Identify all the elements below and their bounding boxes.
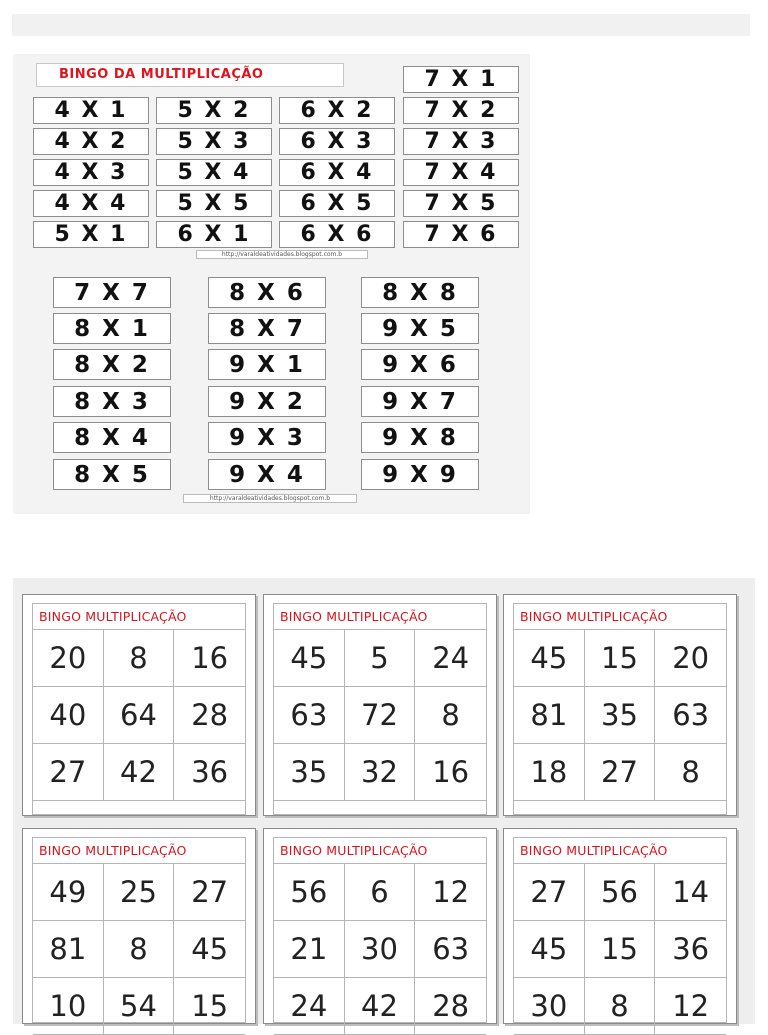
bingo-board <box>503 828 737 1024</box>
corner-card: 7 X 1 <box>403 66 519 93</box>
bingo-number: 36 <box>174 744 245 801</box>
bingo-number: 30 <box>345 921 416 978</box>
bingo-number: 32 <box>345 744 416 801</box>
bingo-number: 63 <box>274 687 345 744</box>
bingo-number: 27 <box>514 864 585 921</box>
multiplication-card: 6 X 4 <box>279 159 395 186</box>
bingo-number: 49 <box>33 864 104 921</box>
top-bar <box>12 14 750 36</box>
multiplication-card: 7 X 7 <box>53 277 171 308</box>
board-title: BINGO MULTIPLICAÇÃO <box>514 604 726 630</box>
bingo-board <box>22 828 256 1024</box>
bingo-number: 8 <box>104 921 175 978</box>
bingo-number: 8 <box>655 744 726 801</box>
bingo-number: 27 <box>585 744 656 801</box>
multiplication-card: 4 X 3 <box>33 159 149 186</box>
bingo-board <box>263 594 497 816</box>
bingo-number: 42 <box>345 978 416 1035</box>
sheet-title: BINGO DA MULTIPLICAÇÃO <box>36 63 344 87</box>
bingo-number: 28 <box>174 687 245 744</box>
bingo-number: 27 <box>33 744 104 801</box>
multiplication-card: 6 X 1 <box>156 221 272 248</box>
multiplication-card: 6 X 5 <box>279 190 395 217</box>
bingo-number: 40 <box>33 687 104 744</box>
multiplication-card: 6 X 2 <box>279 97 395 124</box>
bingo-number: 24 <box>415 630 486 687</box>
multiplication-card: 4 X 4 <box>33 190 149 217</box>
multiplication-card: 5 X 4 <box>156 159 272 186</box>
bingo-number: 72 <box>345 687 416 744</box>
bingo-number: 30 <box>514 978 585 1035</box>
multiplication-card: 7 X 6 <box>403 221 519 248</box>
bingo-number: 6 <box>345 864 416 921</box>
bingo-board <box>503 594 737 816</box>
multiplication-card: 9 X 6 <box>361 349 479 380</box>
bingo-number: 63 <box>415 921 486 978</box>
multiplication-card: 6 X 6 <box>279 221 395 248</box>
multiplication-card: 7 X 2 <box>403 97 519 124</box>
bingo-number: 12 <box>415 864 486 921</box>
bingo-number: 45 <box>174 921 245 978</box>
blog-credit: http://varaldeatividades.blogspot.com.b <box>183 494 357 503</box>
multiplication-card: 8 X 7 <box>208 313 326 344</box>
bingo-number: 21 <box>274 921 345 978</box>
multiplication-card: 9 X 9 <box>361 459 479 490</box>
multiplication-card: 7 X 4 <box>403 159 519 186</box>
multiplication-card: 9 X 3 <box>208 422 326 453</box>
bingo-number: 81 <box>514 687 585 744</box>
multiplication-card: 5 X 3 <box>156 128 272 155</box>
bingo-number: 8 <box>415 687 486 744</box>
bingo-number: 12 <box>655 978 726 1035</box>
multiplication-card: 8 X 5 <box>53 459 171 490</box>
board-title: BINGO MULTIPLICAÇÃO <box>514 838 726 864</box>
bingo-number: 45 <box>274 630 345 687</box>
bingo-board <box>263 828 497 1024</box>
multiplication-card: 8 X 3 <box>53 386 171 417</box>
bingo-number: 8 <box>104 630 175 687</box>
multiplication-card: 9 X 1 <box>208 349 326 380</box>
bingo-number: 16 <box>174 630 245 687</box>
bingo-number: 20 <box>33 630 104 687</box>
bingo-number: 63 <box>655 687 726 744</box>
board-title: BINGO MULTIPLICAÇÃO <box>33 604 245 630</box>
bingo-board <box>22 594 256 816</box>
multiplication-card: 8 X 4 <box>53 422 171 453</box>
multiplication-card: 8 X 6 <box>208 277 326 308</box>
multiplication-card: 8 X 2 <box>53 349 171 380</box>
multiplication-card: 4 X 1 <box>33 97 149 124</box>
board-title: BINGO MULTIPLICAÇÃO <box>33 838 245 864</box>
multiplication-card: 5 X 2 <box>156 97 272 124</box>
bingo-number: 28 <box>415 978 486 1035</box>
multiplication-card: 7 X 5 <box>403 190 519 217</box>
bingo-number: 14 <box>655 864 726 921</box>
bingo-number: 16 <box>415 744 486 801</box>
board-title: BINGO MULTIPLICAÇÃO <box>274 604 486 630</box>
multiplication-card: 5 X 5 <box>156 190 272 217</box>
bingo-number: 24 <box>274 978 345 1035</box>
multiplication-card: 9 X 7 <box>361 386 479 417</box>
multiplication-card: 8 X 8 <box>361 277 479 308</box>
bingo-number: 5 <box>345 630 416 687</box>
bingo-number: 56 <box>274 864 345 921</box>
bingo-number: 81 <box>33 921 104 978</box>
bingo-number: 10 <box>33 978 104 1035</box>
multiplication-card: 8 X 1 <box>53 313 171 344</box>
bingo-number: 15 <box>585 921 656 978</box>
bingo-number: 25 <box>104 864 175 921</box>
multiplication-card: 9 X 4 <box>208 459 326 490</box>
bingo-number: 8 <box>585 978 656 1035</box>
multiplication-card: 9 X 8 <box>361 422 479 453</box>
bingo-number: 64 <box>104 687 175 744</box>
multiplication-card: 6 X 3 <box>279 128 395 155</box>
multiplication-card: 4 X 2 <box>33 128 149 155</box>
bingo-number: 20 <box>655 630 726 687</box>
bingo-number: 45 <box>514 630 585 687</box>
blog-credit: http://varaldeatividades.blogspot.com.b <box>196 250 368 259</box>
bingo-number: 45 <box>514 921 585 978</box>
bingo-number: 36 <box>655 921 726 978</box>
multiplication-card: 5 X 1 <box>33 221 149 248</box>
bingo-number: 15 <box>174 978 245 1035</box>
bingo-number: 15 <box>585 630 656 687</box>
multiplication-card: 9 X 5 <box>361 313 479 344</box>
bingo-number: 54 <box>104 978 175 1035</box>
bingo-number: 18 <box>514 744 585 801</box>
multiplication-card: 7 X 3 <box>403 128 519 155</box>
bingo-number: 35 <box>274 744 345 801</box>
bingo-number: 42 <box>104 744 175 801</box>
bingo-number: 35 <box>585 687 656 744</box>
bingo-number: 56 <box>585 864 656 921</box>
bingo-number: 27 <box>174 864 245 921</box>
multiplication-card: 9 X 2 <box>208 386 326 417</box>
board-title: BINGO MULTIPLICAÇÃO <box>274 838 486 864</box>
